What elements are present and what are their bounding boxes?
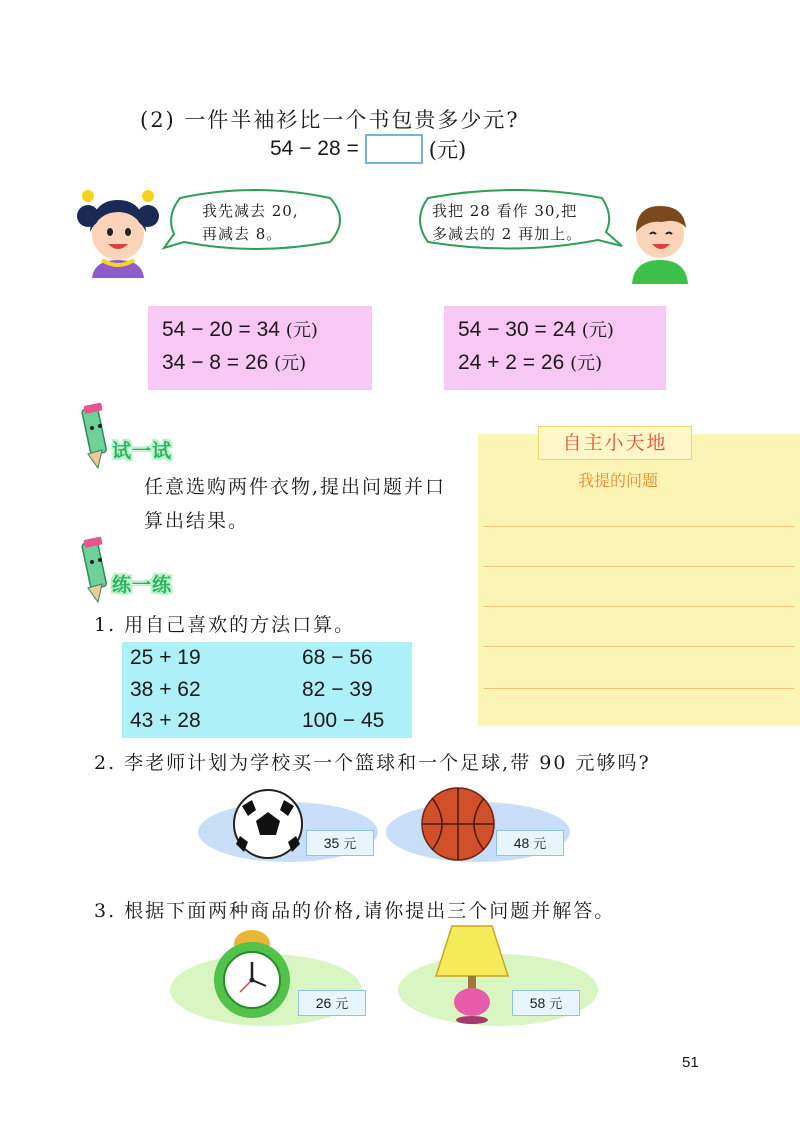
clock-price-unit: 元 <box>335 997 349 1012</box>
calc-box-right <box>444 306 666 390</box>
girl-illustration <box>72 178 164 278</box>
answer-blank[interactable] <box>365 134 423 164</box>
try-section-title: 试一试 <box>112 440 173 462</box>
boy-bubble-line-2: 多减去的 2 再加上。 <box>432 225 583 243</box>
exercise-2-label: 2. 李老师计划为学校买一个篮球和一个足球,带 90 元够吗? <box>94 752 651 774</box>
girl-bubble-line-1: 我先减去 20, <box>202 202 299 220</box>
exercise-1-item: 82 − 39 <box>302 678 373 701</box>
writing-line[interactable] <box>484 526 794 527</box>
alarm-clock-icon <box>214 930 290 1018</box>
side-notes-box <box>478 434 800 726</box>
try-section-text: 任意选购两件衣物,提出问题并口算出结果。 <box>144 476 447 532</box>
practice-section-title: 练一练 <box>112 574 173 596</box>
girl-bubble-line-2: 再减去 8。 <box>202 225 283 243</box>
calc-box-left <box>148 306 372 390</box>
calc-left-line-1: 54 − 20 = 34 <box>162 318 280 341</box>
calc-left-line-2: 34 − 8 = 26 <box>162 351 269 374</box>
soccer-price-unit: 元 <box>343 837 357 852</box>
calc-right-unit-1: (元) <box>581 320 614 341</box>
exercise-1-item: 100 − 45 <box>302 709 385 732</box>
soccer-price: 35 <box>323 835 340 851</box>
page-number: 51 <box>682 1054 699 1071</box>
basketball-price: 48 <box>513 835 530 851</box>
calc-left-unit-2: (元) <box>274 353 307 374</box>
soccer-price-tag <box>306 830 374 856</box>
equation-unit: (元) <box>428 138 467 162</box>
writing-line[interactable] <box>484 646 794 647</box>
pencil-mascot-icon <box>74 534 112 604</box>
exercise-1-item: 38 + 62 <box>130 678 201 701</box>
boy-illustration <box>622 192 698 284</box>
lamp-price-unit: 元 <box>549 997 563 1012</box>
calc-right-line-1: 54 − 30 = 24 <box>458 318 576 341</box>
writing-line[interactable] <box>484 566 794 567</box>
equation-left: 54 − 28 = <box>270 137 359 160</box>
exercise-1-item: 68 − 56 <box>302 646 373 669</box>
exercise-3-label: 3. 根据下面两种商品的价格,请你提出三个问题并解答。 <box>94 900 616 922</box>
soccer-ball-icon <box>234 790 302 858</box>
boy-bubble-line-1: 我把 28 看作 30,把 <box>432 202 578 220</box>
side-box-title: 自主小天地 <box>538 426 692 460</box>
exercise-1-box <box>122 642 412 738</box>
pencil-mascot-icon <box>74 400 112 470</box>
writing-line[interactable] <box>484 688 794 689</box>
calc-right-line-2: 24 + 2 = 26 <box>458 351 565 374</box>
lamp-price-tag <box>512 990 580 1016</box>
basketball-icon <box>422 788 494 860</box>
side-box-subtitle: 我提的问题 <box>577 473 658 490</box>
calc-right-unit-2: (元) <box>570 353 603 374</box>
basketball-price-unit: 元 <box>533 837 547 852</box>
question-2-equation <box>270 134 466 164</box>
question-2-label: (2) 一件半袖衫比一个书包贵多少元? <box>140 108 520 132</box>
exercise-1-label: 1. 用自己喜欢的方法口算。 <box>94 614 356 636</box>
clock-price: 26 <box>315 995 332 1011</box>
exercise-1-item: 25 + 19 <box>130 646 201 669</box>
calc-left-unit-1: (元) <box>285 320 318 341</box>
clock-price-tag <box>298 990 366 1016</box>
lamp-price: 58 <box>529 995 546 1011</box>
writing-line[interactable] <box>484 606 794 607</box>
exercise-1-item: 43 + 28 <box>130 709 201 732</box>
basketball-price-tag <box>496 830 564 856</box>
